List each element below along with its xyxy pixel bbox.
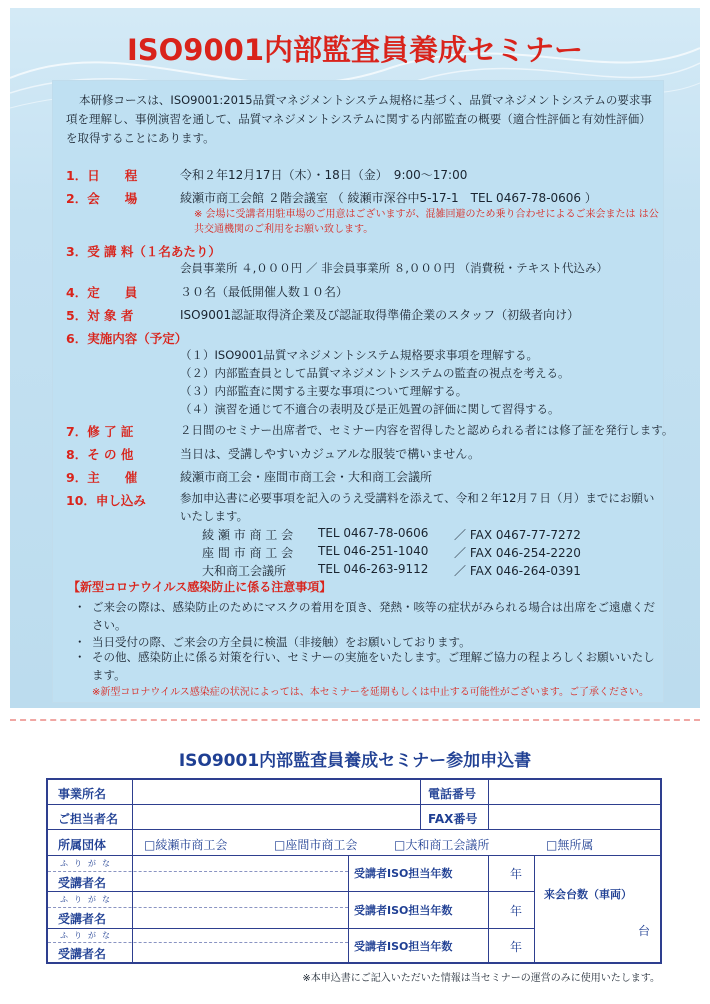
contact-org-2: 座 間 市 商 工 会 [202,546,294,560]
option-yamato[interactable]: □大和商工会議所 [394,838,490,852]
covid-bullet-1 [74,598,660,634]
year-unit-2: 年 [510,904,523,918]
cars-unit: 台 [638,924,651,938]
certificate-value: ２日間のセミナー出席者で、セミナー内容を習得したと認められる者には修了証を発行します。 [180,423,674,437]
host-label: 9．主 催 [66,470,138,485]
bullet-dot: ・ [74,635,86,649]
schedule-label: 1．日 程 [66,168,138,183]
bullet-dot: ・ [74,650,86,664]
bullet-dot: ・ [74,600,86,614]
contact-fax-3: ／ FAX 046-264-0391 [454,564,581,578]
content-line-2: （２）内部監査員として品質マネジメントシステムの監査の視点を考える。 [180,366,570,380]
content-line-3: （３）内部監査に関する主要な事項について理解する。 [180,384,468,398]
footnote: ※本申込書にご記入いただいた情報は当セミナーの運営のみに使用いたします。 [302,973,660,984]
phone-label: 電話番号 [428,787,477,801]
schedule-value: 令和２年12月17日（木）・18日（金） 9:00～17:00 [180,168,468,182]
contact-org-1: 綾 瀬 市 商 工 会 [202,528,294,542]
application-form [46,778,662,964]
person-input[interactable] [134,806,418,828]
group-label: 所属団体 [58,838,107,852]
attendee-input-3[interactable] [134,930,346,961]
furigana-label-1: ふりがな [60,859,116,868]
venue-label: 2．会 場 [66,191,138,206]
fee-label: 3．受 講 料（１名あたり） [66,244,221,259]
covid-heading: 【新型コロナウイルス感染防止に係る注意事項】 [68,580,332,594]
contact-org-3: 大和商工会議所 [202,564,287,578]
contact-fax-1: ／ FAX 0467-77-7272 [454,528,581,542]
furigana-label-2: ふりがな [60,895,116,904]
year-unit-1: 年 [510,867,523,881]
fee-value: 会員事業所 ４,０００円 ／ 非会員事業所 ８,０００円 （消費税・テキスト代込み） [180,261,608,275]
certificate-label: 7．修 了 証 [66,424,134,439]
other-value: 当日は、受講しやすいカジュアルな服装で構いません。 [180,447,481,461]
iso-years-label-2: 受講者ISO担当年数 [354,904,453,917]
attendee-label-1: 受講者名 [58,876,107,890]
attendee-label-2: 受講者名 [58,912,107,926]
option-ayase[interactable]: □綾瀬市商工会 [144,838,228,852]
venue-value: 綾瀬市商工会館 ２階会議室 （ 綾瀬市深谷中5-17-1 TEL 0467-78-0606 ） [180,191,597,205]
covid-bullet-3 [74,648,660,684]
fax-label: FAX番号 [428,812,478,826]
contact-tel-3: TEL 046-263-9112 [318,562,429,576]
form-title: ISO9001内部監査員養成セミナー参加申込書 [178,751,532,771]
cars-label: 来会台数（車両） [544,888,632,901]
fax-input[interactable] [490,806,658,828]
venue-note: ※ 会場に受講者用駐車場のご用意はございますが、混雑回避のため乗り合わせによるご来会または は公共交通機関のご利用をお願い致します。 [194,209,659,235]
contact-tel-1: TEL 0467-78-0606 [318,526,429,540]
apply-value: 参加申込書に必要事項を記入のうえ受講料を添えて、令和２年12月７日（月）までにお願いいたします。 [180,491,655,523]
page-title: ISO9001内部監査員養成セミナー [126,33,584,67]
covid-bullet-text-2: 当日受付の際、ご来会の方全員に検温（非接触）をお願いしております。 [92,635,471,649]
year-unit-3: 年 [510,940,523,954]
contact-tel-2: TEL 046-251-1040 [318,544,429,558]
furigana-label-3: ふりがな [60,931,116,940]
attendee-input-1[interactable] [134,857,346,890]
cut-line [10,719,700,721]
covid-bullet-text-3: その他、感染防止に係る対策を行い、セミナーの実施をいたします。ご理解ご協力の程よろしくお願いいたします。 [92,650,655,682]
attendee-input-2[interactable] [134,893,346,927]
phone-input[interactable] [490,781,658,803]
attendee-label-3: 受講者名 [58,947,107,961]
iso-years-label-3: 受講者ISO担当年数 [354,940,453,953]
capacity-value: ３０名（最低開催人数１０名） [180,285,349,299]
apply-label: 10．申し込み [66,493,146,508]
iso-years-label-1: 受講者ISO担当年数 [354,867,453,880]
company-label: 事業所名 [58,787,107,801]
contact-fax-2: ／ FAX 046-254-2220 [454,546,581,560]
company-input[interactable] [134,781,418,803]
intro-text: 本研修コースは、ISO9001:2015品質マネジメントシステム規格に基づく、品質マネジメントシステムの要求事項を理解し、事例演習を通して、品質マネジメントシステムに関する内部監査の概要（適合性評価と有効性評価）を取得することにあります。 [66,93,652,145]
covid-bullet-text-1: ご来会の際は、感染防止のためにマスクの着用を頂き、発熱・咳等の症状がみられる場合は出席をご遠慮ください。 [92,600,656,632]
content-line-1: （１）ISO9001品質マネジメントシステム規格要求事項を理解する。 [180,348,539,362]
covid-note: ※新型コロナウイルス感染症の状況によっては、本セミナーを延期もしくは中止する可能性がございます。ご了承ください。 [92,687,649,698]
host-value: 綾瀬市商工会・座間市商工会・大和商工会議所 [180,470,433,484]
target-value: ISO9001認証取得済企業及び認証取得準備企業のスタッフ（初級者向け） [180,308,580,322]
content-line-4: （４）演習を通じて不適合の表明及び是正処置の評価に関して習得する。 [180,402,560,416]
person-label: ご担当者名 [58,812,119,826]
target-label: 5．対 象 者 [66,308,134,323]
other-label: 8．そ の 他 [66,447,134,462]
content-label: 6．実施内容（予定） [66,331,188,346]
option-none[interactable]: □無所属 [546,838,594,852]
capacity-label: 4．定 員 [66,285,138,300]
option-zama[interactable]: □座間市商工会 [274,838,358,852]
